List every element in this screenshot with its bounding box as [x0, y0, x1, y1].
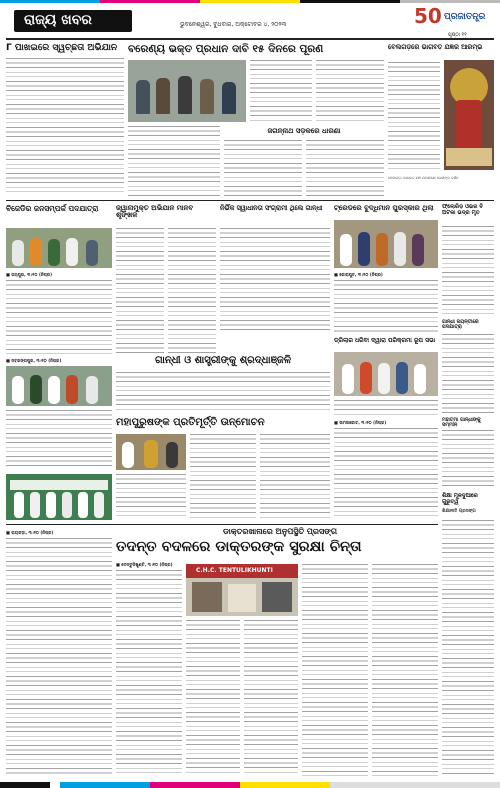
bottom-body-1: [116, 570, 182, 776]
center-headline: ଗାନ୍ଧୀ ଓ ଶାସ୍ତ୍ରୀଙ୍କୁ ଶ୍ରଦ୍ଧାଞ୍ଜଳି: [154, 355, 292, 366]
bottom-left-body: [6, 538, 112, 776]
bottom-body-5: [372, 564, 438, 776]
right-col-body-2: [442, 334, 494, 414]
row2-c-headline: ନିର୍ଭିକ ସ୍ୱାଧୀନତା ସଂଗ୍ରାମୀ ଥିଲେ ଗାନ୍ଧୀ: [220, 204, 323, 212]
right-col-body-4: [442, 520, 494, 776]
bottom-kicker: ଡାକ୍ତରଖାନାରେ ଅନୁପସ୍ଥିତି ପ୍ରସଙ୍ଗ: [223, 527, 337, 536]
mid-headline: ମହାପୁରୁଷଙ୍କ ପ୍ରତିମୂର୍ତ୍ତି ଉନ୍ମୋଚନ: [116, 417, 265, 428]
bottom-right-headline: ଶିକ୍ଷା ମୂଳଦୁଆରେ ଗୁରୁତ୍ୱ: [442, 493, 478, 505]
row3-right-photo: [334, 352, 438, 396]
section-title-box: [14, 10, 132, 32]
bottom-body-4: [302, 564, 368, 776]
row2-c-body: [220, 228, 330, 334]
left-green-photo: [6, 474, 112, 520]
right-top-body: [388, 62, 440, 172]
row3-right-body: [334, 400, 438, 416]
right-sub3: ମହାତ୍ମା ଗାନ୍ଧୀଙ୍କୁ ସମ୍ମାନ: [442, 417, 481, 429]
row2-a-body: [6, 280, 112, 354]
byline-3: ■ ନବରଙ୍ଗପୁର, ୩।୧୦ (ନିପ୍ର): [6, 358, 62, 363]
main-headline: ବରେଣ୍ୟ ଭକ୍ତ ପ୍ରଧାନ ଦାବି ୧୫ ଦିନରେ ପୂରଣ: [128, 43, 324, 55]
bottom-body-3: [244, 620, 298, 776]
main-body-c: [128, 126, 220, 196]
row2-b-body-2: [168, 228, 216, 354]
bottom-headline: ତଦନ୍ତ ବଦଳରେ ଡାକ୍ତରଙ୍କ ସୁରକ୍ଷା ଚିନ୍ତା: [116, 539, 362, 555]
mid-photo-1: [116, 434, 186, 470]
row2-b-body-1: [116, 228, 164, 354]
right-sub2: ଗାନ୍ଧୀ ଜୟନ୍ତୀରେ ପଦଯାତ୍ରା: [442, 319, 479, 331]
left-top-headline: Γ ପାଖଇରେ ସ୍ୱଚ୍ଛତା ଅଭିଯାନ: [6, 43, 118, 53]
bottom-section-rule: [6, 524, 438, 525]
section-title: ରାଜ୍ୟ ଖବର: [24, 12, 92, 28]
row3-left-photo: [6, 366, 112, 406]
row3-right-body-2: [334, 428, 438, 520]
row3-left-body: [6, 410, 112, 470]
byline-1: ■ ଜୟପୁର, ୩।୧୦ (ନିପ୍ର): [6, 272, 52, 277]
anniversary-number: 50: [414, 4, 442, 28]
main-body-b: [316, 60, 384, 122]
right-col-body-1: [442, 226, 494, 316]
left-top-body: [6, 58, 124, 196]
right-top-headline: ବେଲଗଡ଼ରେ ଭାଗବତ ଯଜ୍ଞର ଆରମ୍ଭ: [388, 43, 483, 51]
center-body: [116, 372, 330, 412]
byline-5: ■ ରାୟଗଡ଼ା, ୩।୧୦ (ନିପ୍ର): [6, 530, 54, 535]
byline-4: ■ ଉମରକୋଟ, ୩।୧୦ (ନିପ୍ର): [334, 420, 387, 425]
dateline: ଭୁବନେଶ୍ୱର, ବୁଧବାର, ଅକ୍ଟୋବର ୪, ୨୦୨୩: [180, 21, 287, 28]
row2-a-headline: ବିଜେଡିର ଜନସମ୍ପର୍କ ପଦଯାତ୍ରା: [6, 204, 99, 213]
right-sub1: ଡ୍ରିଲାର ଧରିବା ଦ୍ୱାରା ପରିକ୍ରମା ରୂପ ସଭା: [334, 337, 436, 344]
byline-2: ■ କୋରାପୁଟ, ୩।୧୦ (ନିପ୍ର): [334, 272, 383, 277]
bottom-right-sub: ଶିକ୍ଷାନୀତି ପ୍ରସଙ୍ଗ: [442, 509, 476, 514]
print-register-bar-bottom: [0, 782, 500, 788]
brand-logo: [414, 4, 498, 34]
brand-name: ପ୍ରଜାତନ୍ତ୍ର: [444, 12, 486, 22]
main-body-a: [250, 60, 312, 122]
right-col-body-3: [442, 430, 494, 490]
mid-body-1: [190, 434, 256, 520]
right-col-headline: ଫ୍ଲୋରିଡ଼ ଓଭର ବି ଅଟକା ଭଦ୍ର ମୃତ: [442, 204, 484, 216]
row2-b-headline: ଜ୍ୱାନାମୁକ୍ତ ଅଭିଯାନ ମାନବ ଶୃଙ୍ଖଳ: [116, 204, 194, 220]
main-body-e: [306, 140, 384, 196]
main-subhead: ଜଗନ୍ନାଥ ସଡ଼କରେ ଧାରଣା: [267, 127, 341, 135]
photo-caption: ବେଲଗଡ଼: ଭାଗବତ ଯଜ୍ଞ ଉପଲକ୍ଷେ ଦେବୀଙ୍କ ଦର୍ଶନ: [388, 176, 459, 180]
row2-d-photo: [334, 220, 438, 268]
mid-body-3: [116, 474, 186, 520]
byline-6: ■ ତେନ୍ତୁଳିଖୁଣ୍ଟି, ୩।୧୦ (ନିପ୍ର): [116, 562, 173, 567]
deity-photo: [444, 60, 494, 170]
mid-body-2: [260, 434, 330, 520]
masthead: [0, 4, 500, 38]
hospital-photo: [186, 564, 298, 616]
row2-d-body: [334, 280, 438, 334]
bottom-body-2: [186, 620, 240, 776]
main-body-d: [224, 140, 302, 196]
row2-d-headline: ଟ୍ରେଡରେ ବୁଦ୍ଧିମାନ ପୁରସ୍କାର ଥିଲା: [334, 204, 434, 212]
main-top-photo: [128, 60, 246, 122]
masthead-rule: [6, 38, 494, 40]
print-register-bar: [0, 0, 500, 3]
row2-a-photo: [6, 228, 112, 268]
top-section-rule: [6, 200, 494, 201]
page-label: ପୃଷ୍ଠା ୧୧: [448, 32, 467, 38]
hospital-sign: C.H.C. TENTULIKHUNTI: [196, 567, 273, 574]
